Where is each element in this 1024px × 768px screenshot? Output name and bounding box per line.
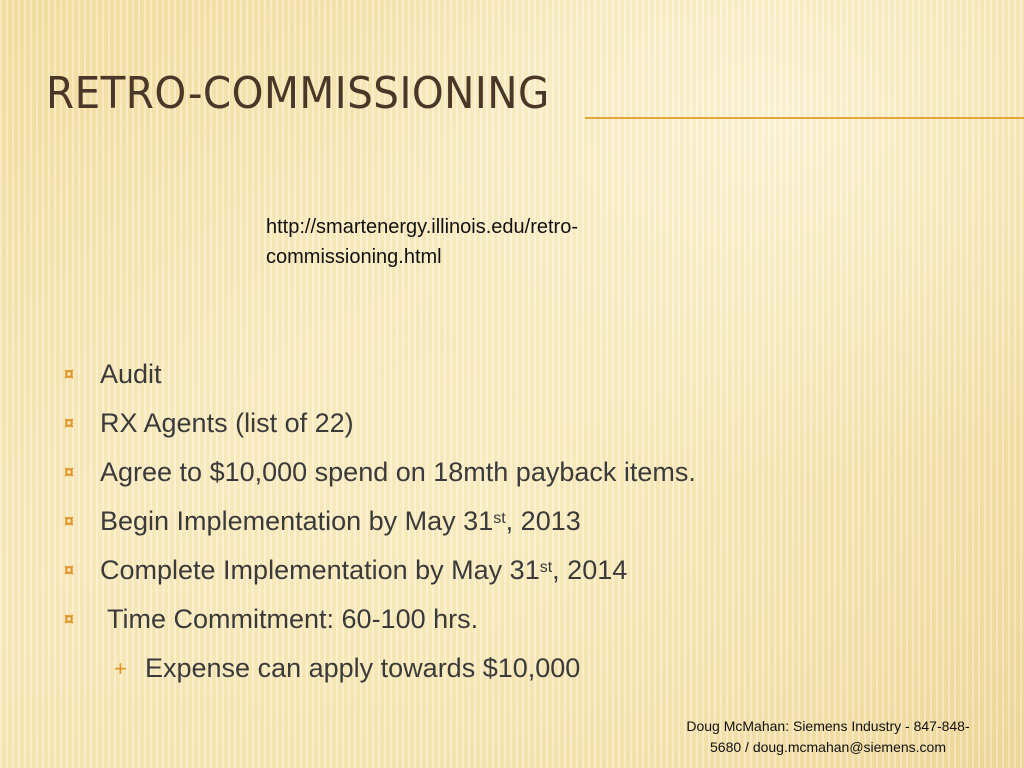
bullet-item-complete <box>62 546 962 595</box>
bullet-item-audit <box>62 350 962 399</box>
sub-bullet-item-expense <box>62 644 962 693</box>
bullet-marker-icon: ¤ <box>64 413 75 433</box>
bullet-marker-icon: ¤ <box>64 560 75 580</box>
sub-bullet-text: Expense can apply towards $10,000 <box>145 653 581 683</box>
bullet-superscript: st <box>493 510 506 527</box>
bullet-text: Begin Implementation by May 31 <box>100 506 494 536</box>
bullet-item-time <box>62 595 962 644</box>
footer <box>650 716 1006 758</box>
bullet-text: Agree to $10,000 spend on 18mth payback items. <box>100 457 696 487</box>
bullet-text-suffix: , 2014 <box>552 555 628 585</box>
title-rule <box>585 117 1024 119</box>
footer-line1: Doug McMahan: Siemens Industry - 847-848- <box>686 718 970 734</box>
bullet-item-begin <box>62 497 962 546</box>
plus-icon: + <box>114 656 127 681</box>
bullet-marker-icon: ¤ <box>64 364 75 384</box>
bullet-superscript: st <box>539 559 553 576</box>
slide-title: RETRO-COMMISSIONING <box>46 68 550 119</box>
bullet-item-rx-agents <box>62 399 962 448</box>
bullet-list <box>62 350 962 693</box>
reference-link[interactable] <box>266 212 686 272</box>
bullet-text: Complete Implementation by May 31 <box>100 555 540 585</box>
bullet-text: RX Agents (list of 22) <box>100 408 354 438</box>
footer-line2: 5680 / doug.mcmahan@siemens.com <box>710 739 946 755</box>
bullet-text: Time Commitment: 60-100 hrs. <box>100 604 479 634</box>
bullet-item-spend <box>62 448 962 497</box>
bullet-marker-icon: ¤ <box>64 609 75 629</box>
reference-link-line1[interactable]: http://smartenergy.illinois.edu/retro- <box>266 216 578 238</box>
bullet-text-suffix: , 2013 <box>505 506 581 536</box>
bullet-text: Audit <box>100 359 162 389</box>
reference-link-line2[interactable]: commissioning.html <box>266 246 442 268</box>
bullet-marker-icon: ¤ <box>64 511 75 531</box>
bullet-marker-icon: ¤ <box>64 462 75 482</box>
